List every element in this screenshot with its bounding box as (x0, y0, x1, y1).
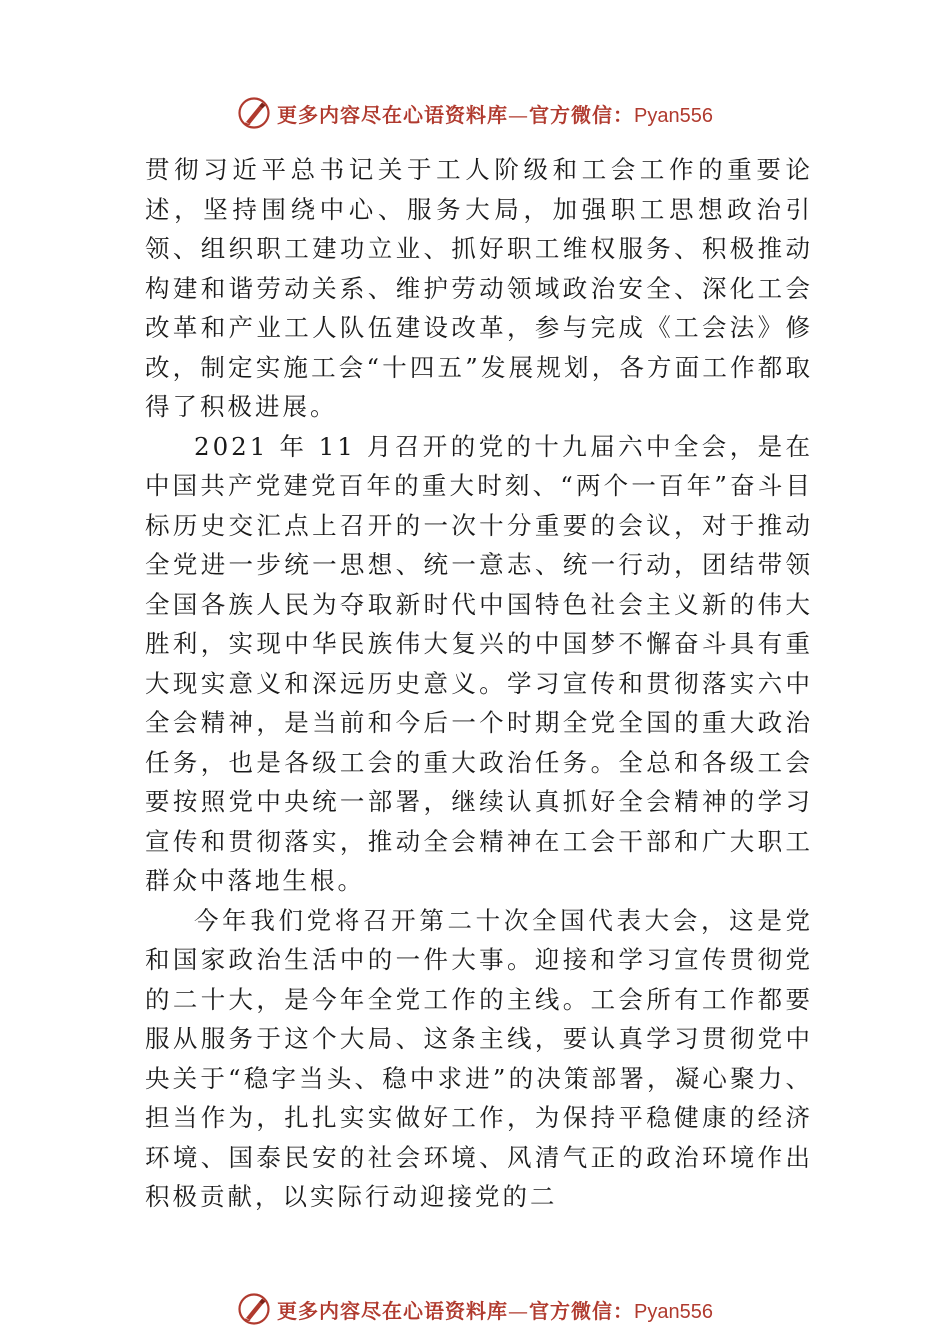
watermark-text (277, 1295, 713, 1324)
watermark-contact-label: 官方微信： (529, 1298, 635, 1323)
watermark-brand: 更多内容尽在心语资料库 (277, 102, 509, 127)
watermark-footer (0, 1289, 950, 1329)
paragraph-2: 2021 年 11 月召开的党的十九届六中全会，是在中国共产党建党百年的重大时刻、“两个一百年”奋斗目标历史交汇点上召开的一次十分重要的会议，对于推动全党进一步统一思想、统一意志、统一行动，团结带领全国各族人民为夺取新时代中国特色社会主义新的伟大胜利，实现中华民族伟大复兴的中国梦不懈奋斗具有重大现实意义和深远历史意义。学习宣传和贯彻落实六中全会精神，是当前和今后一个时期全党全国的重大政治任务，也是各级工会的重大政治任务。全总和各级工会要按照党中央统一部署，继续认真抓好全会精神的学习宣传和贯彻落实，推动全会精神在工会干部和广大职工群众中落地生根。 (145, 431, 813, 895)
watermark-header (0, 93, 950, 133)
brush-pen-icon (237, 1292, 271, 1326)
brush-pen-icon (237, 96, 271, 130)
watermark-contact-label: 官方微信： (529, 102, 635, 127)
watermark-text (277, 99, 713, 128)
watermark-contact-id: Pyan556 (634, 104, 713, 127)
watermark-separator: — (508, 1298, 530, 1323)
watermark-brand: 更多内容尽在心语资料库 (277, 1298, 509, 1323)
watermark-separator: — (508, 102, 530, 127)
paragraph-3: 今年我们党将召开第二十次全国代表大会，这是党和国家政治生活中的一件大事。迎接和学习宣传贯彻党的二十大，是今年全党工作的主线。工会所有工作都要服从服务于这个大局、这条主线，要认真学习贯彻党中央关于“稳字当头、稳中求进”的决策部署，凝心聚力、担当作为，扎扎实实做好工作，为保持平稳健康的经济环境、国泰民安的社会环境、风清气正的政治环境作出积极贡献，以实际行动迎接党的二 (145, 905, 813, 1211)
paragraph-1: 贯彻习近平总书记关于工人阶级和工会工作的重要论述，坚持围绕中心、服务大局，加强职工思想政治引领、组织职工建功立业、抓好职工维权服务、积极推动构建和谐劳动关系、维护劳动领域政治安全、深化工会改革和产业工人队伍建设改革，参与完成《工会法》修改，制定实施工会“十四五”发展规划，各方面工作都取得了积极进展。 (145, 155, 813, 421)
document-body (145, 150, 813, 1217)
watermark-contact-id: Pyan556 (634, 1300, 713, 1323)
